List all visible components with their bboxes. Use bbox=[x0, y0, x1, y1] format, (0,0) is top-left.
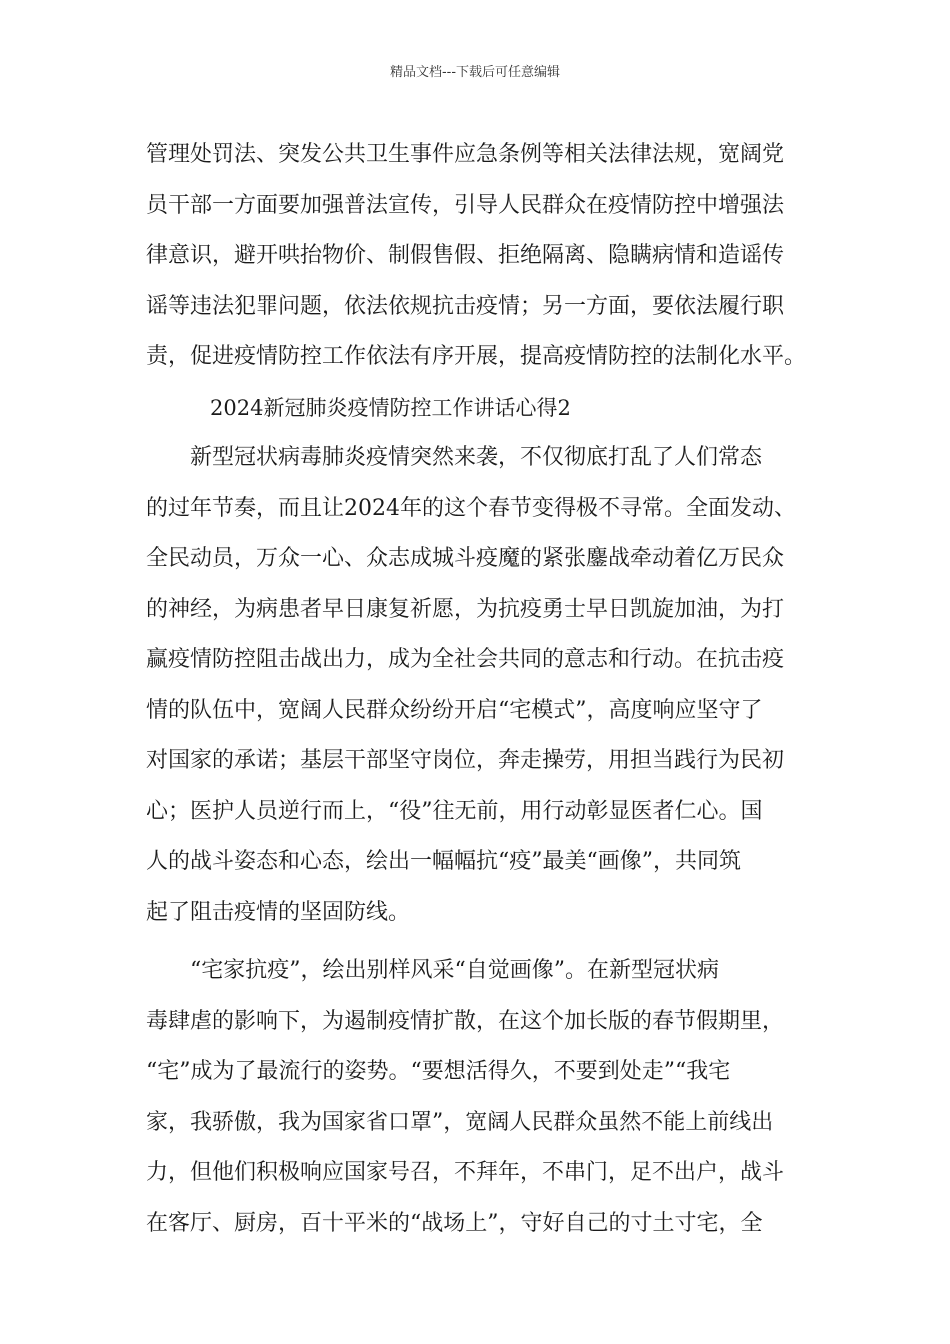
text-line: 的神经，为病患者早日康复祈愿，为抗疫勇士早日凯旋加油，为打 bbox=[146, 596, 785, 622]
document-body bbox=[146, 130, 808, 1249]
section-title: 2024新冠肺炎疫情防控工作讲话心得2 bbox=[210, 395, 571, 420]
text-line: 员干部一方面要加强普法宣传，引导人民群众在疫情防控中增强法 bbox=[146, 192, 785, 218]
text-line: 全民动员，万众一心、众志成城斗疫魔的紧张鏖战牵动着亿万民众 bbox=[146, 546, 785, 571]
text-line: 力，但他们积极响应国家号召，不拜年，不串门，足不出户，战斗 bbox=[146, 1160, 785, 1185]
text-line: 对国家的承诺；基层干部坚守岗位，奔走操劳，用担当践行为民初 bbox=[146, 748, 785, 773]
text-line: 管理处罚法、突发公共卫生事件应急条例等相关法律法规，宽阔党 bbox=[146, 142, 785, 167]
text-line: 的过年节奏，而且让2024年的这个春节变得极不寻常。全面发动、 bbox=[146, 495, 796, 521]
text-line: 律意识，避开哄抬物价、制假售假、拒绝隔离、隐瞒病情和造谣传 bbox=[146, 243, 785, 268]
text-line: 责，促进疫情防控工作依法有序开展，提高疫情防控的法制化水平。 bbox=[146, 344, 807, 369]
paragraph-2 bbox=[146, 946, 808, 1249]
text-line: 新型冠状病毒肺炎疫情突然来袭，不仅彻底打乱了人们常态 bbox=[146, 445, 763, 470]
text-line: 在客厅、厨房，百十平米的“战场上”，守好自己的寸土寸宅，全 bbox=[146, 1210, 763, 1236]
text-line: 心；医护人员逆行而上，“役”往无前，用行动彰显医者仁心。国 bbox=[146, 798, 763, 824]
text-line: 赢疫情防控阻击战出力，成为全社会共同的意志和行动。在抗击疫 bbox=[146, 647, 785, 672]
text-line: 家，我骄傲，我为国家省口罩”，宽阔人民群众虽然不能上前线出 bbox=[146, 1109, 774, 1135]
text-line: 人的战斗姿态和心态，绘出一幅幅抗“疫”最美“画像”，共同筑 bbox=[146, 849, 741, 874]
text-line: “宅”成为了最流行的姿势。“要想活得久，不要到处走”“我宅 bbox=[146, 1059, 731, 1084]
paragraph-continued bbox=[146, 130, 808, 383]
page-header: 精品文档---下载后可任意编辑 bbox=[389, 65, 561, 80]
text-line: 起了阻击疫情的坚固防线。 bbox=[146, 899, 411, 925]
text-line: “宅家抗疫”，绘出别样风采“自觉画像”。在新型冠状病 bbox=[146, 958, 719, 983]
paragraph-1 bbox=[146, 433, 808, 938]
paragraph-gap bbox=[146, 938, 808, 946]
text-line: 情的队伍中，宽阔人民群众纷纷开启“宅模式”，高度响应坚守了 bbox=[146, 697, 763, 723]
text-line: 谣等违法犯罪问题，依法依规抗击疫情；另一方面，要依法履行职 bbox=[146, 293, 785, 319]
text-line: 毒肆虐的影响下，为遏制疫情扩散，在这个加长版的春节假期里， bbox=[146, 1008, 785, 1034]
